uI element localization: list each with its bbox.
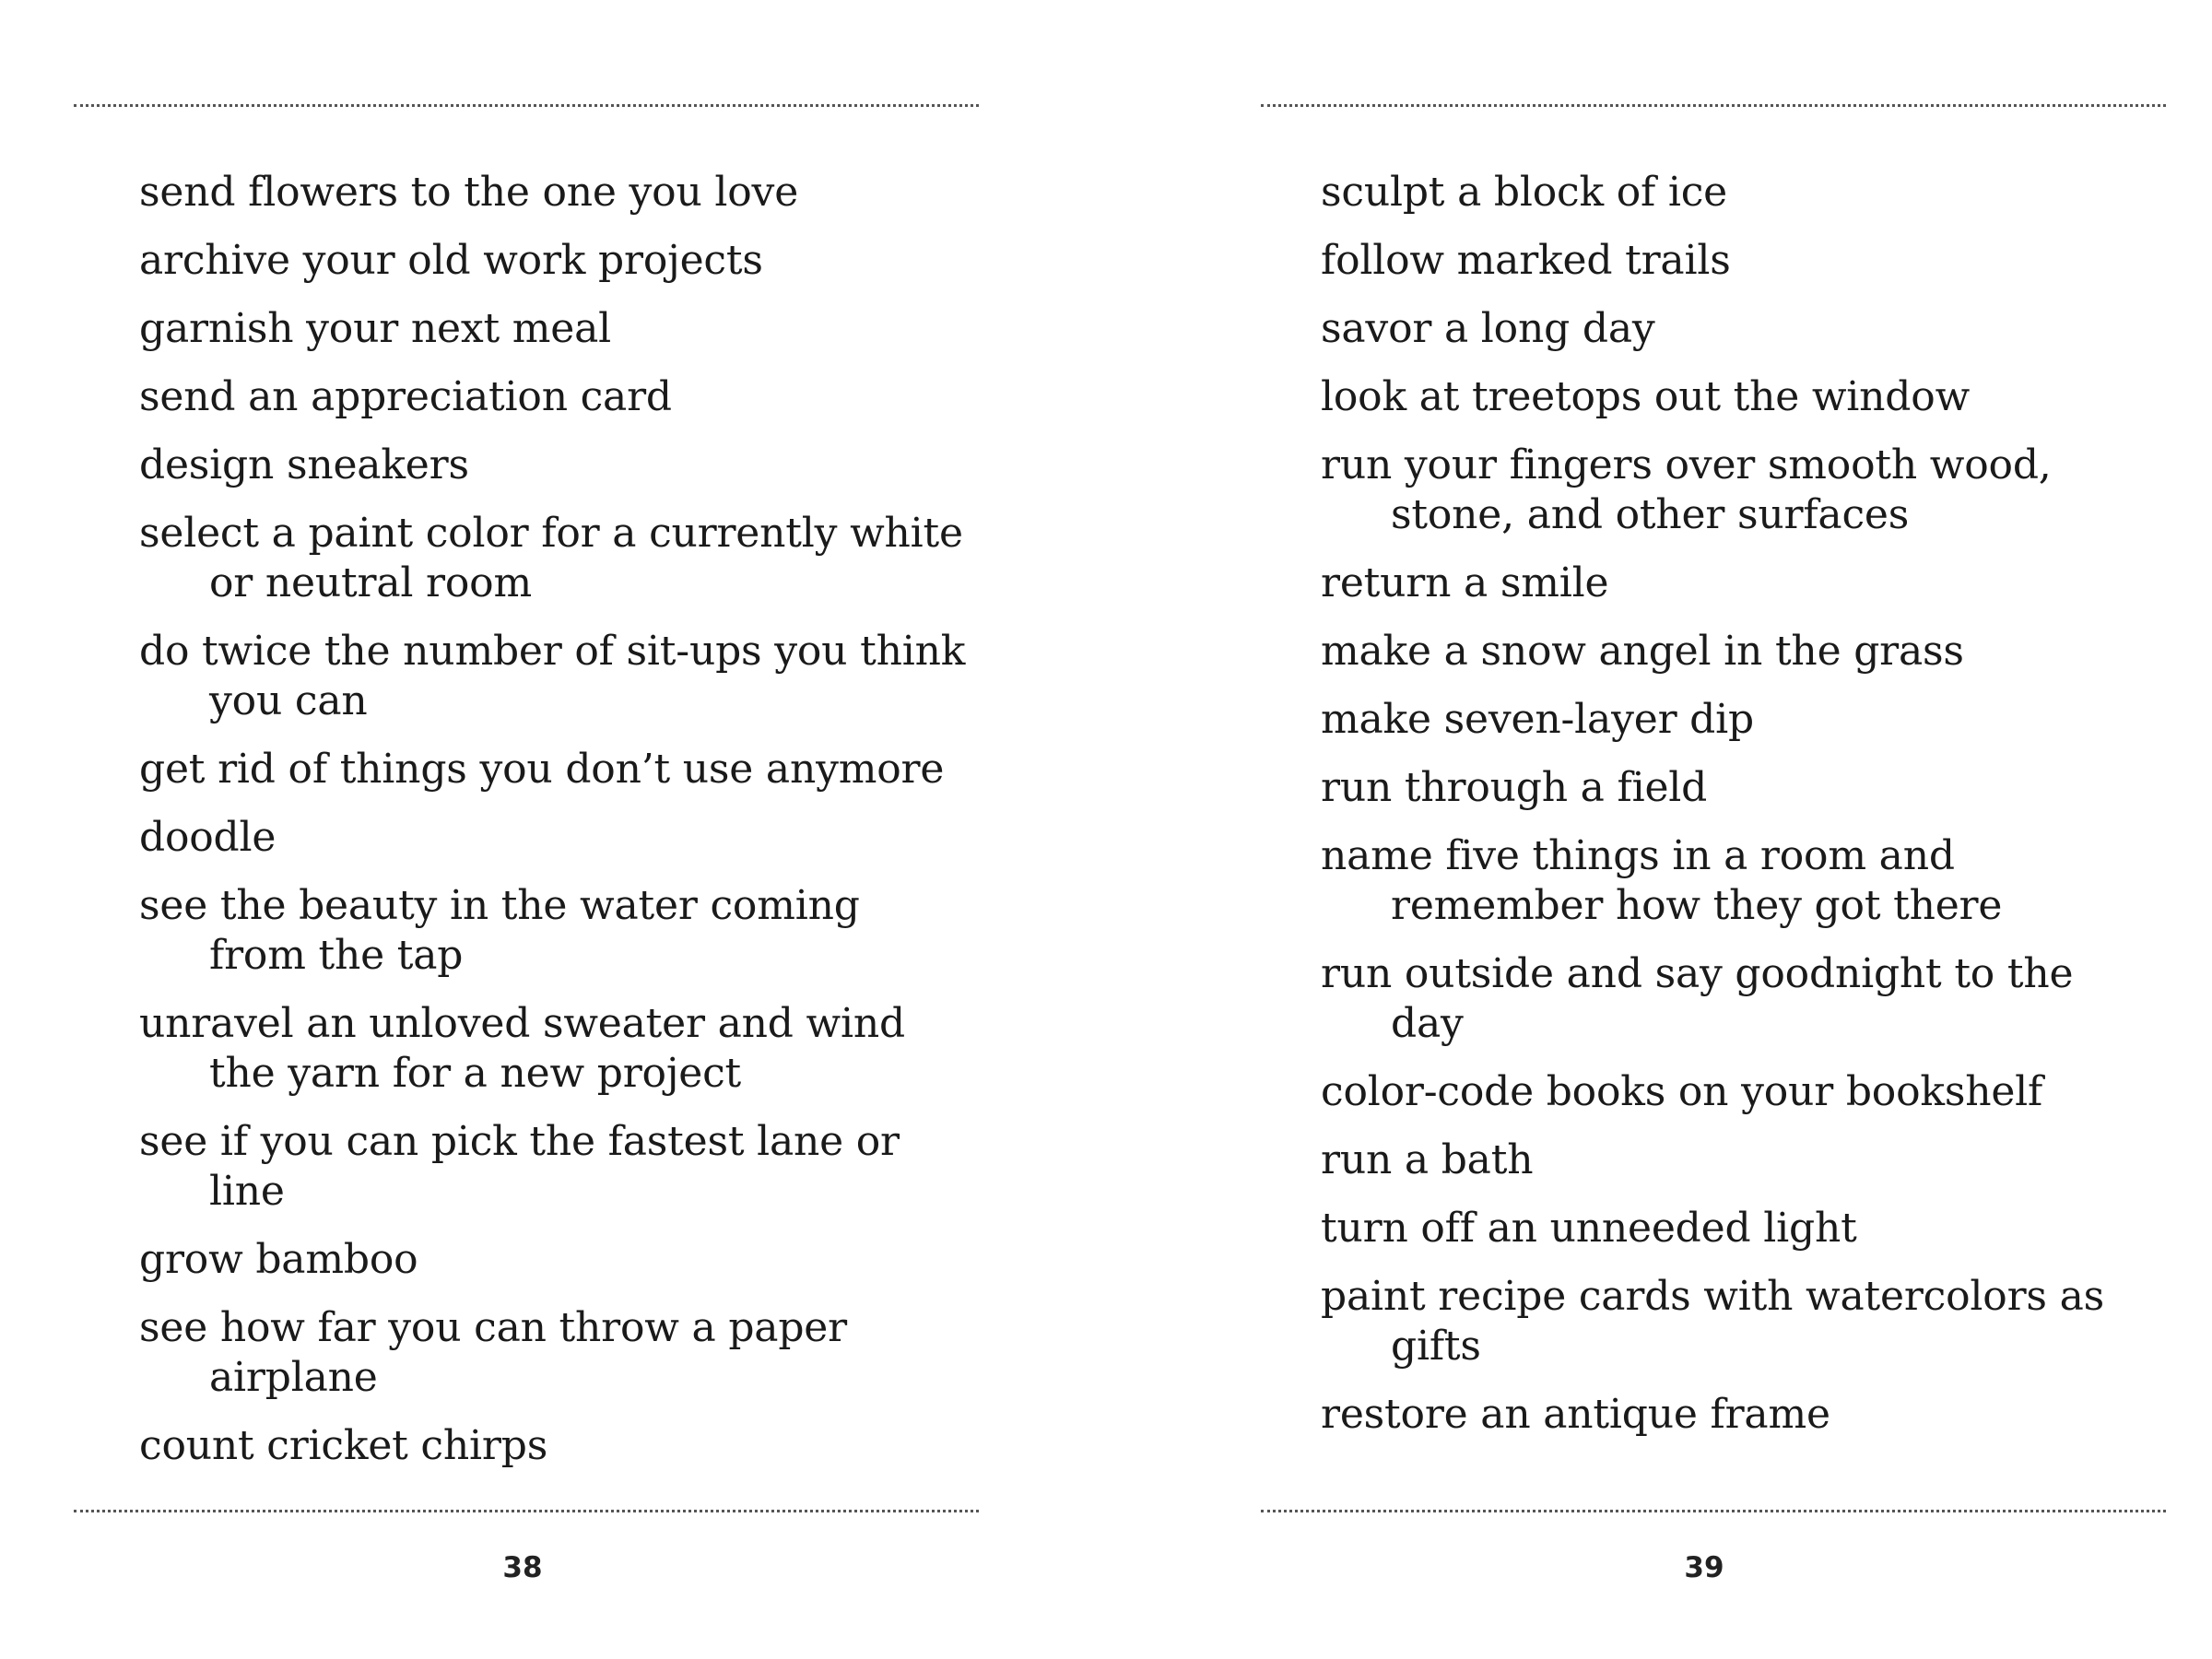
list-item: see how far you can throw a paper airplane bbox=[139, 1304, 847, 1401]
list-item: savor a long day bbox=[1321, 305, 1655, 352]
list-item: doodle bbox=[139, 814, 276, 861]
activity-list bbox=[1321, 168, 2150, 1458]
list-item: send flowers to the one you love bbox=[139, 169, 799, 216]
right-page bbox=[1106, 0, 2212, 1659]
list-item: color-code books on your bookshelf bbox=[1321, 1068, 2043, 1115]
list-item: garnish your next meal bbox=[139, 305, 611, 352]
list-item: archive your old work projects bbox=[139, 237, 763, 284]
bottom-dotted-rule bbox=[74, 1510, 979, 1512]
list-item: paint recipe cards with watercolors as gifts bbox=[1321, 1273, 2104, 1370]
list-item: count cricket chirps bbox=[139, 1422, 548, 1469]
page-number: 38 bbox=[502, 1551, 543, 1584]
bottom-dotted-rule bbox=[1261, 1510, 2166, 1512]
top-dotted-rule bbox=[1261, 104, 2166, 107]
list-item: unravel an unloved sweater and wind the yarn for a new project bbox=[139, 1000, 905, 1097]
list-item: run outside and say goodnight to the day bbox=[1321, 950, 2074, 1047]
list-item: make a snow angel in the grass bbox=[1321, 628, 1964, 675]
list-item: restore an antique frame bbox=[1321, 1391, 1830, 1438]
list-item: get rid of things you don’t use anymore bbox=[139, 746, 945, 793]
list-item: follow marked trails bbox=[1321, 237, 1731, 284]
list-item: grow bamboo bbox=[139, 1236, 418, 1283]
list-item: return a smile bbox=[1321, 559, 1609, 606]
activity-list bbox=[139, 168, 969, 1489]
list-item: do twice the number of sit-ups you think you can bbox=[139, 628, 966, 724]
list-item: make seven-layer dip bbox=[1321, 696, 1754, 743]
list-item: send an appreciation card bbox=[139, 373, 672, 420]
top-dotted-rule bbox=[74, 104, 979, 107]
list-item: design sneakers bbox=[139, 441, 469, 488]
list-item: see the beauty in the water coming from the tap bbox=[139, 882, 860, 979]
list-item: select a paint color for a currently white or neutral room bbox=[139, 510, 963, 606]
list-item: sculpt a block of ice bbox=[1321, 169, 1728, 216]
list-item: name five things in a room and remember how they got there bbox=[1321, 832, 2003, 929]
list-item: turn off an unneeded light bbox=[1321, 1205, 1857, 1252]
page-number: 39 bbox=[1684, 1551, 1724, 1584]
list-item: look at treetops out the window bbox=[1321, 373, 1971, 420]
list-item: run through a field bbox=[1321, 764, 1708, 811]
list-item: run your fingers over smooth wood, stone, and other surfaces bbox=[1321, 441, 2052, 538]
list-item: run a bath bbox=[1321, 1136, 1534, 1183]
list-item: see if you can pick the fastest lane or line bbox=[139, 1118, 900, 1215]
